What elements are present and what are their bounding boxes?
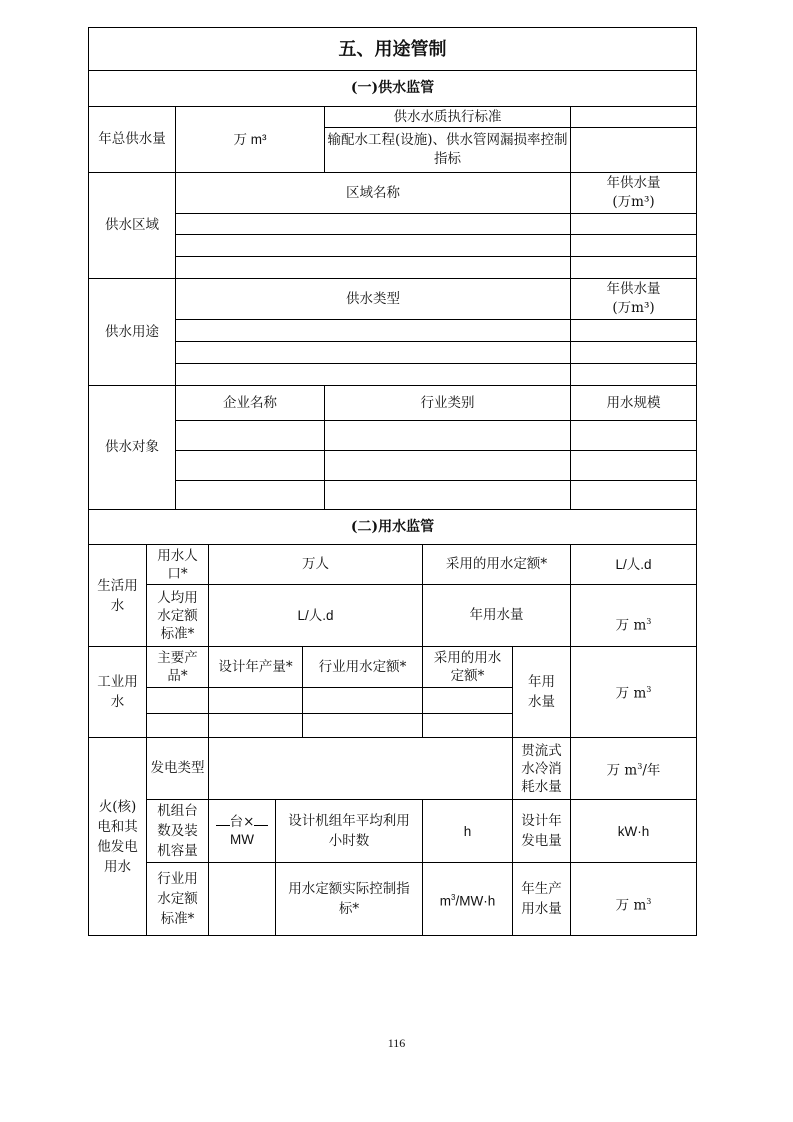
units-value-a: 台×: [229, 814, 255, 830]
supply-use-label: 供水用途: [89, 279, 176, 386]
industry-quota-standard-input[interactable]: [209, 863, 276, 935]
industry-row2[interactable]: [325, 451, 571, 481]
company-name-row1[interactable]: [176, 421, 325, 451]
utilization-hours-label: 设计机组年平均利用小时数: [276, 800, 423, 863]
domestic-annual-use-label: 年用水量: [423, 585, 571, 647]
cooling-unit-sup: 3: [637, 761, 643, 771]
section-heading-supply: (一)供水监管: [89, 71, 696, 107]
units-count-blank[interactable]: [216, 813, 230, 826]
cooling-consumption-label: 贯流式水冷消耗水量: [513, 738, 571, 800]
leakage-control-input[interactable]: [571, 128, 696, 173]
area-name-row3[interactable]: [176, 257, 571, 279]
supply-type-row2[interactable]: [176, 342, 571, 364]
use-annual-supply-line1: 年供水量: [606, 281, 661, 297]
domestic-annual-unit-sup: 3: [646, 616, 652, 626]
company-name-header: 企业名称: [176, 386, 325, 421]
area-annual-supply-line1: 年供水量: [606, 175, 661, 191]
form-title: 五、用途管制: [89, 28, 696, 71]
water-use-control-form: [88, 27, 697, 936]
use-annual-supply-header: [571, 279, 696, 320]
per-capita-quota-label: 人均用水定额标准*: [147, 585, 209, 647]
cooling-unit-text: 万 m: [606, 762, 638, 779]
supply-type-header: 供水类型: [176, 279, 571, 320]
use-annual-supply-line2: (万m³): [612, 300, 655, 316]
section-heading-use: (二)用水监管: [89, 510, 696, 545]
main-product-header: 主要产品*: [147, 647, 209, 688]
industrial-annual-use-unit[interactable]: [571, 647, 696, 738]
power-annual-unit-text: 万 m: [615, 897, 647, 914]
industry-quota-row1[interactable]: [303, 688, 423, 714]
generation-type-input[interactable]: [209, 738, 513, 800]
supply-target-label: 供水对象: [89, 386, 176, 510]
industrial-annual-unit-text: 万 m: [615, 685, 647, 702]
industry-quota-standard-label: 行业用水定额标准*: [147, 863, 209, 935]
annual-supply-unit: 万 m³: [233, 132, 267, 147]
annual-production-use-unit[interactable]: [571, 863, 696, 935]
water-population-unit[interactable]: 万人: [209, 545, 423, 585]
utilization-hours-unit[interactable]: h: [423, 800, 513, 863]
adopted-quota-unit[interactable]: L/人.d: [571, 545, 696, 585]
use-amount-row1[interactable]: [571, 320, 696, 342]
industry-row1[interactable]: [325, 421, 571, 451]
supply-type-row1[interactable]: [176, 320, 571, 342]
product-row1[interactable]: [147, 688, 209, 714]
industry-category-header: 行业类别: [325, 386, 571, 421]
annual-supply-label: 年总供水量: [89, 107, 176, 173]
adopted-quota-row2[interactable]: [423, 714, 513, 738]
units-capacity-input[interactable]: [209, 800, 276, 863]
cooling-consumption-unit[interactable]: [571, 738, 696, 800]
control-unit-sup: 3: [451, 892, 456, 902]
area-name-row2[interactable]: [176, 235, 571, 257]
capacity-row1[interactable]: [209, 688, 303, 714]
water-use-scale-header: 用水规模: [571, 386, 696, 421]
area-annual-supply-line2: (万m³): [612, 194, 655, 210]
area-amount-row1[interactable]: [571, 214, 696, 235]
annual-production-use-label: 年生产用水量: [513, 863, 571, 935]
area-amount-row2[interactable]: [571, 235, 696, 257]
industrial-annual-unit-sup: 3: [646, 685, 652, 695]
design-generation-unit[interactable]: kW·h: [571, 800, 696, 863]
design-capacity-header: 设计年产量*: [209, 647, 303, 688]
quota-control-label: 用水定额实际控制指标*: [276, 863, 423, 935]
adopted-quota-label: 采用的用水定额*: [423, 545, 571, 585]
adopted-quota-row1[interactable]: [423, 688, 513, 714]
scale-row3[interactable]: [571, 481, 696, 510]
area-annual-supply-header: [571, 173, 696, 214]
use-amount-row3[interactable]: [571, 364, 696, 386]
adopted-quota-header: 采用的用水定额*: [423, 647, 513, 688]
scale-row1[interactable]: [571, 421, 696, 451]
area-name-row1[interactable]: [176, 214, 571, 235]
capacity-blank[interactable]: [254, 813, 268, 826]
water-quality-standard-input[interactable]: [571, 107, 696, 128]
company-name-row2[interactable]: [176, 451, 325, 481]
units-capacity-label: 机组台数及装机容量: [147, 800, 209, 863]
supply-area-label: 供水区域: [89, 173, 176, 279]
domestic-annual-unit-text: 万 m: [615, 617, 647, 634]
industry-quota-header: 行业用水定额*: [303, 647, 423, 688]
units-value-b: MW: [230, 832, 254, 847]
water-population-label: 用水人口*: [147, 545, 209, 585]
annual-supply-unit-cell[interactable]: [176, 107, 325, 173]
industrial-water-label: 工业用水: [89, 647, 147, 738]
cooling-unit-suffix: /年: [642, 762, 661, 779]
generation-type-label: 发电类型: [147, 738, 209, 800]
leakage-control-label: 输配水工程(设施)、供水管网漏损率控制指标: [325, 128, 571, 173]
capacity-row2[interactable]: [209, 714, 303, 738]
water-quality-standard-label: 供水水质执行标准: [325, 107, 571, 128]
control-unit-suffix: /MW·h: [455, 893, 496, 909]
power-water-label: 火(核)电和其他发电用水: [89, 738, 147, 935]
company-name-row3[interactable]: [176, 481, 325, 510]
supply-type-row3[interactable]: [176, 364, 571, 386]
scale-row2[interactable]: [571, 451, 696, 481]
page-number: 116: [387, 1036, 406, 1050]
power-annual-unit-sup: 3: [646, 897, 652, 907]
product-row2[interactable]: [147, 714, 209, 738]
industrial-annual-use-label: 年用水量: [513, 647, 571, 738]
area-amount-row3[interactable]: [571, 257, 696, 279]
area-name-header: 区域名称: [176, 173, 571, 214]
control-unit-text: m: [439, 893, 452, 909]
industry-quota-row2[interactable]: [303, 714, 423, 738]
design-generation-label: 设计年发电量: [513, 800, 571, 863]
use-amount-row2[interactable]: [571, 342, 696, 364]
per-capita-quota-unit[interactable]: L/人.d: [209, 585, 423, 647]
industry-row3[interactable]: [325, 481, 571, 510]
domestic-water-label: 生活用水: [89, 545, 147, 647]
domestic-annual-use-unit[interactable]: [571, 585, 696, 647]
quota-control-unit[interactable]: [423, 863, 513, 935]
